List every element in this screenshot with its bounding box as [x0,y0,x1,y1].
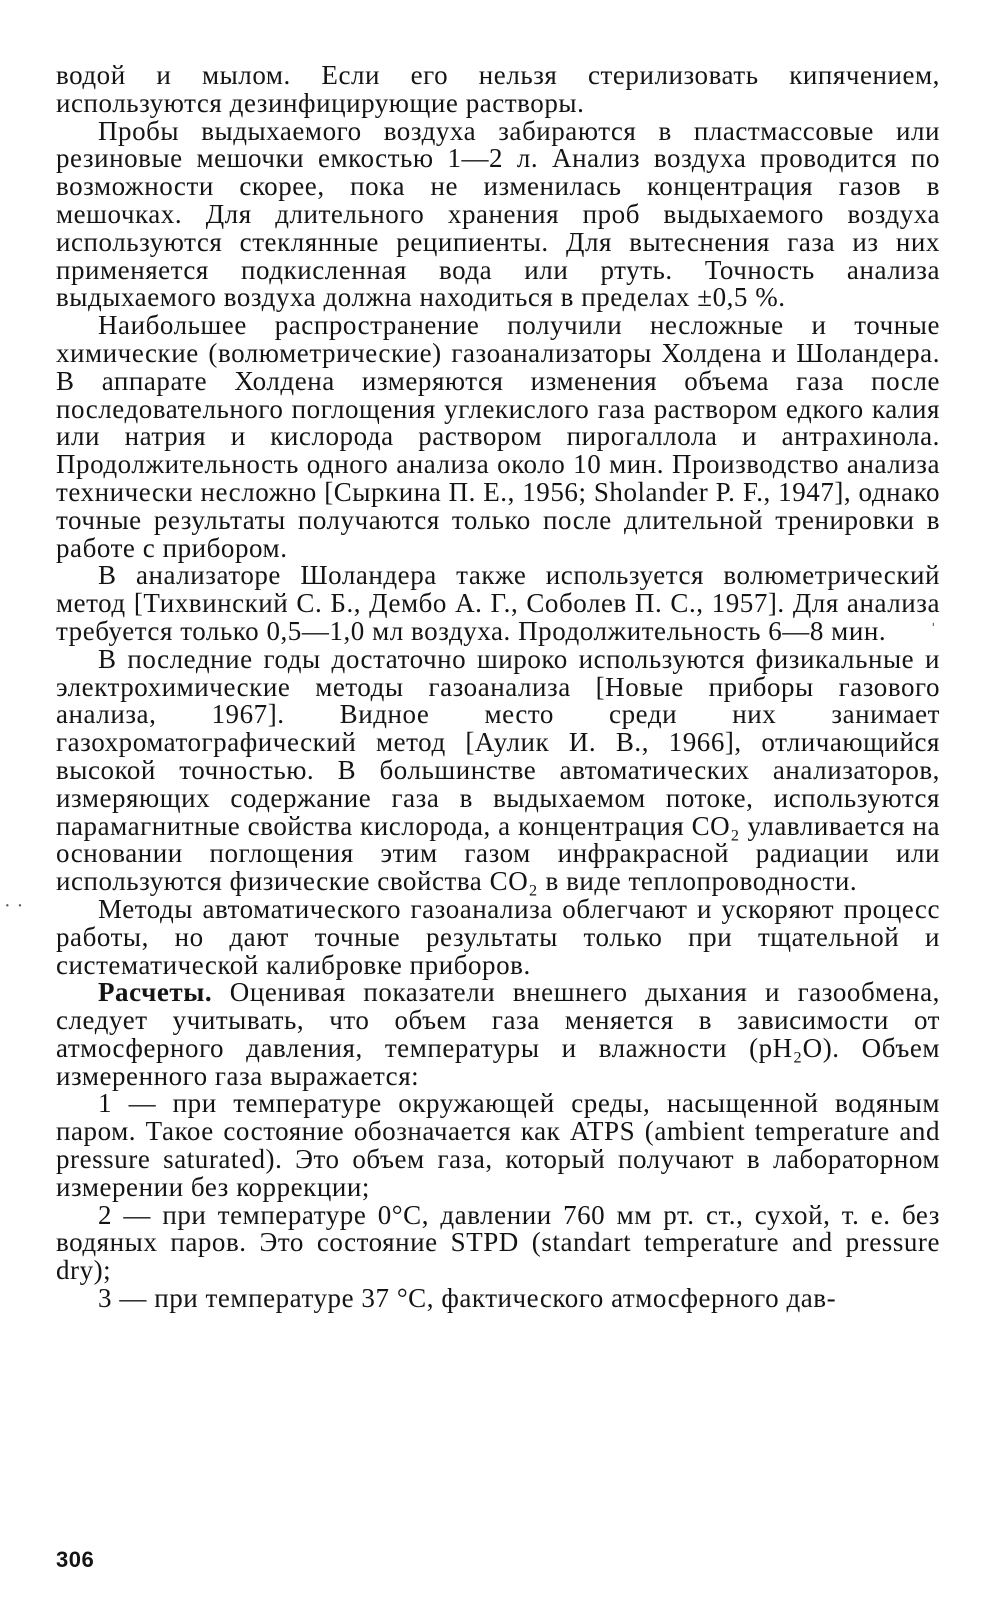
margin-mark: ˈ [930,620,937,642]
page-number: 306 [56,1547,95,1572]
paragraph-1: водой и мылом. Если его нельзя стерилизовать кипячением, используются дезинфицирующие растворы. [56,60,940,118]
margin-dots: ·· [4,895,30,917]
paragraph-3: Наибольшее распространение получили несложные и точные химические (волюметрические) газоанализаторы Холдена и Шоландера. В аппарате Холдена измеряются изменения объема газа после последовательного поглощения углекислого газа раствором едкого калия или натрия и кислорода раствором пирогаллола и антрахинола. Продолжительность одного анализа около 10 мин. Производство анализа технически несложно [Сыркина П. Е., 1956; Sholander P. F., 1947], однако точные результаты получаются только после длительной тренировки в работе с прибором. [56,310,940,563]
list-item-1: 1 — при температуре окружающей среды, насыщенной водяным паром. Такое состояние обозначается как ATPS (ambient temperature and pressure saturated). Это объем газа, который получают в лабораторном измерении без коррекции; [56,1088,940,1202]
paragraph-4: В анализаторе Шоландера также используется волюметрический метод [Тихвинский С. Б., Дембо А. Г., Соболев П. С., 1957]. Для анализа требуется только 0,5—1,0 мл воздуха. Продолжительность 6—8 мин. [56,560,940,646]
body-text [56,62,940,1313]
list-item-2: 2 — при температуре 0°С, давлении 760 мм рт. ст., сухой, т. е. без водяных паров. Это состояние STPD (standart temperature and pressure dry); [56,1199,940,1286]
paragraph-5: В последние годы достаточно широко используются физикальные и электрохимические методы газоанализа [Новые приборы газового анализа, 1967]. Видное место среди них занимает газохроматографический метод [Аулик И. В., 1966], отличающийся высокой точностью. В большинстве автоматических анализаторов, измеряющих содержание газа в выдыхаемом потоке, используются парамагнитные свойства кислорода, а концентрация CO₂ улавливается на основании поглощения этим газом инфракрасной радиации или используются физические свойства CO₂ в виде теплопроводности. [56,643,940,897]
paragraph-6: Методы автоматического газоанализа облегчают и ускоряют процесс работы, но дают точные результаты только при тщательной и систематической калибровке приборов. [56,893,940,980]
section-lead-calculations: Расчеты. [98,977,213,1008]
paragraph-2: Пробы выдыхаемого воздуха забираются в пластмассовые или резиновые мешочки емкостью 1—2 л. Анализ воздуха проводится по возможности скорее, пока не изменилась концентрация газов в мешочках. Для длительного хранения проб выдыхаемого воздуха используются стеклянные реципиенты. Для вытеснения газа из них применяется подкисленная вода или ртуть. Точность анализа выдыхаемого воздуха должна находиться в пределах ±0,5 %. [56,115,940,313]
paragraph-calculations: Расчеты. Оценивая показатели внешнего дыхания и газообмена, следует учитывать, что объем газа меняется в зависимости от атмосферного давления, температуры и влажности (pH₂O). Объем измеренного газа выражается: [56,977,940,1091]
list-item-3: 3 — при температуре 37 °С, фактического атмосферного дав- [98,1283,837,1314]
